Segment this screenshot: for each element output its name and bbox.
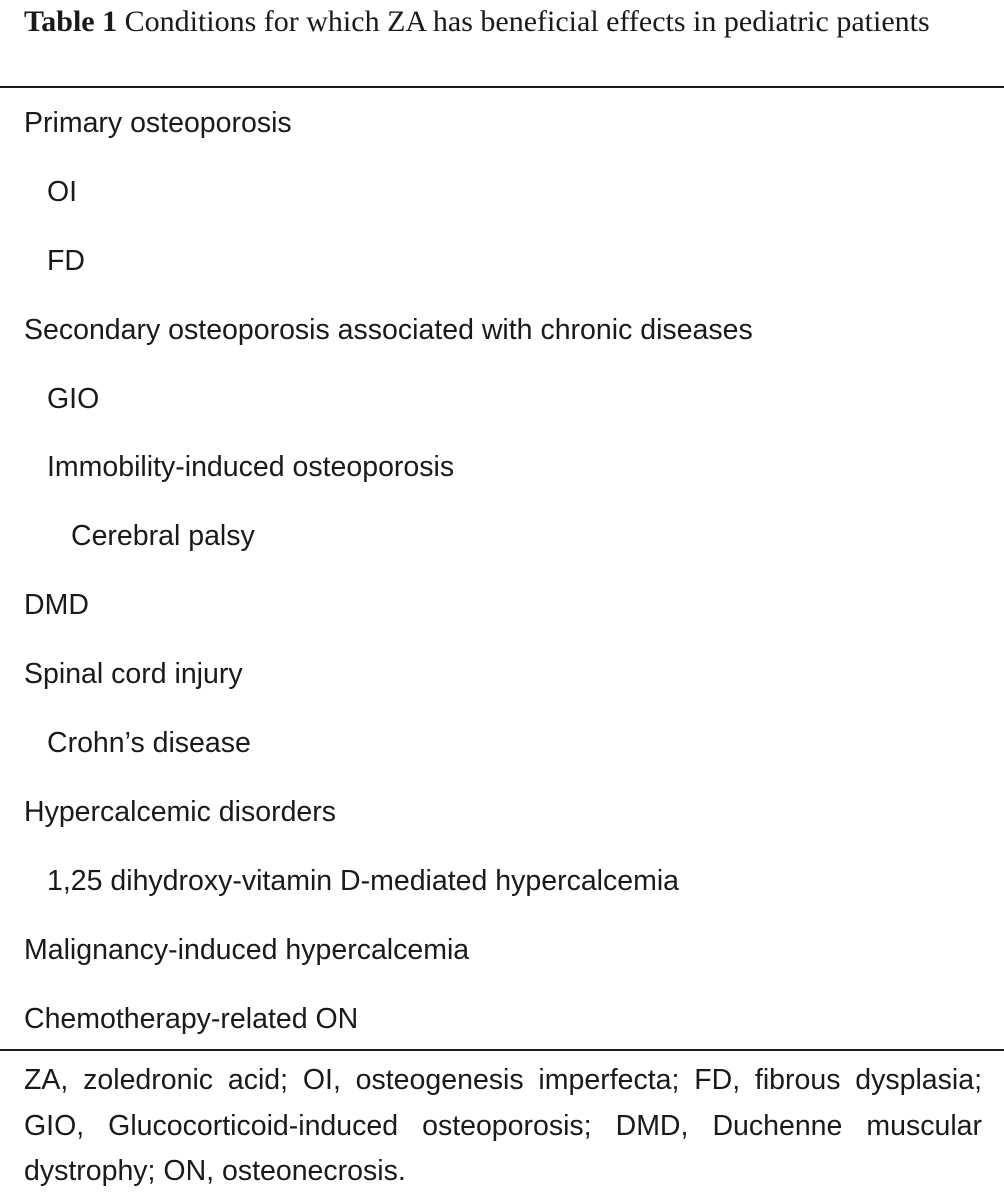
- table-row: FD: [47, 244, 85, 277]
- table-row: Chemotherapy-related ON: [24, 1002, 359, 1035]
- table-title: Conditions for which ZA has beneficial effects in pediatric patients: [124, 5, 930, 38]
- table-footnote: ZA, zoledronic acid; OI, osteogenesis imperfecta; FD, fibrous dysplasia; GIO, Glucocorticoid-induced osteoporosis; DMD, Duchenne muscular dystrophy; ON, osteonecrosis.: [24, 1064, 982, 1187]
- table-row: Crohn’s disease: [47, 727, 251, 760]
- table-row: OI: [47, 175, 78, 208]
- table-label: Table 1: [24, 5, 118, 38]
- table-row: Hypercalcemic disorders: [24, 795, 337, 828]
- table-row: GIO: [47, 382, 100, 415]
- table-top-rule: [0, 86, 1004, 88]
- table-row: Malignancy-induced hypercalcemia: [24, 933, 470, 966]
- table-row: Secondary osteoporosis associated with chronic diseases: [24, 313, 753, 346]
- table-bottom-rule: [0, 1049, 1004, 1051]
- table-row: Primary osteoporosis: [24, 107, 292, 139]
- table-row: Immobility-induced osteoporosis: [47, 451, 455, 484]
- table-row: Cerebral palsy: [71, 520, 255, 553]
- table-row: 1,25 dihydroxy-vitamin D-mediated hypercalcemia: [47, 864, 680, 897]
- table-row: Spinal cord injury: [24, 658, 243, 691]
- table-caption: [24, 0, 982, 43]
- table-row: DMD: [24, 589, 89, 622]
- table-body: [0, 89, 1004, 1053]
